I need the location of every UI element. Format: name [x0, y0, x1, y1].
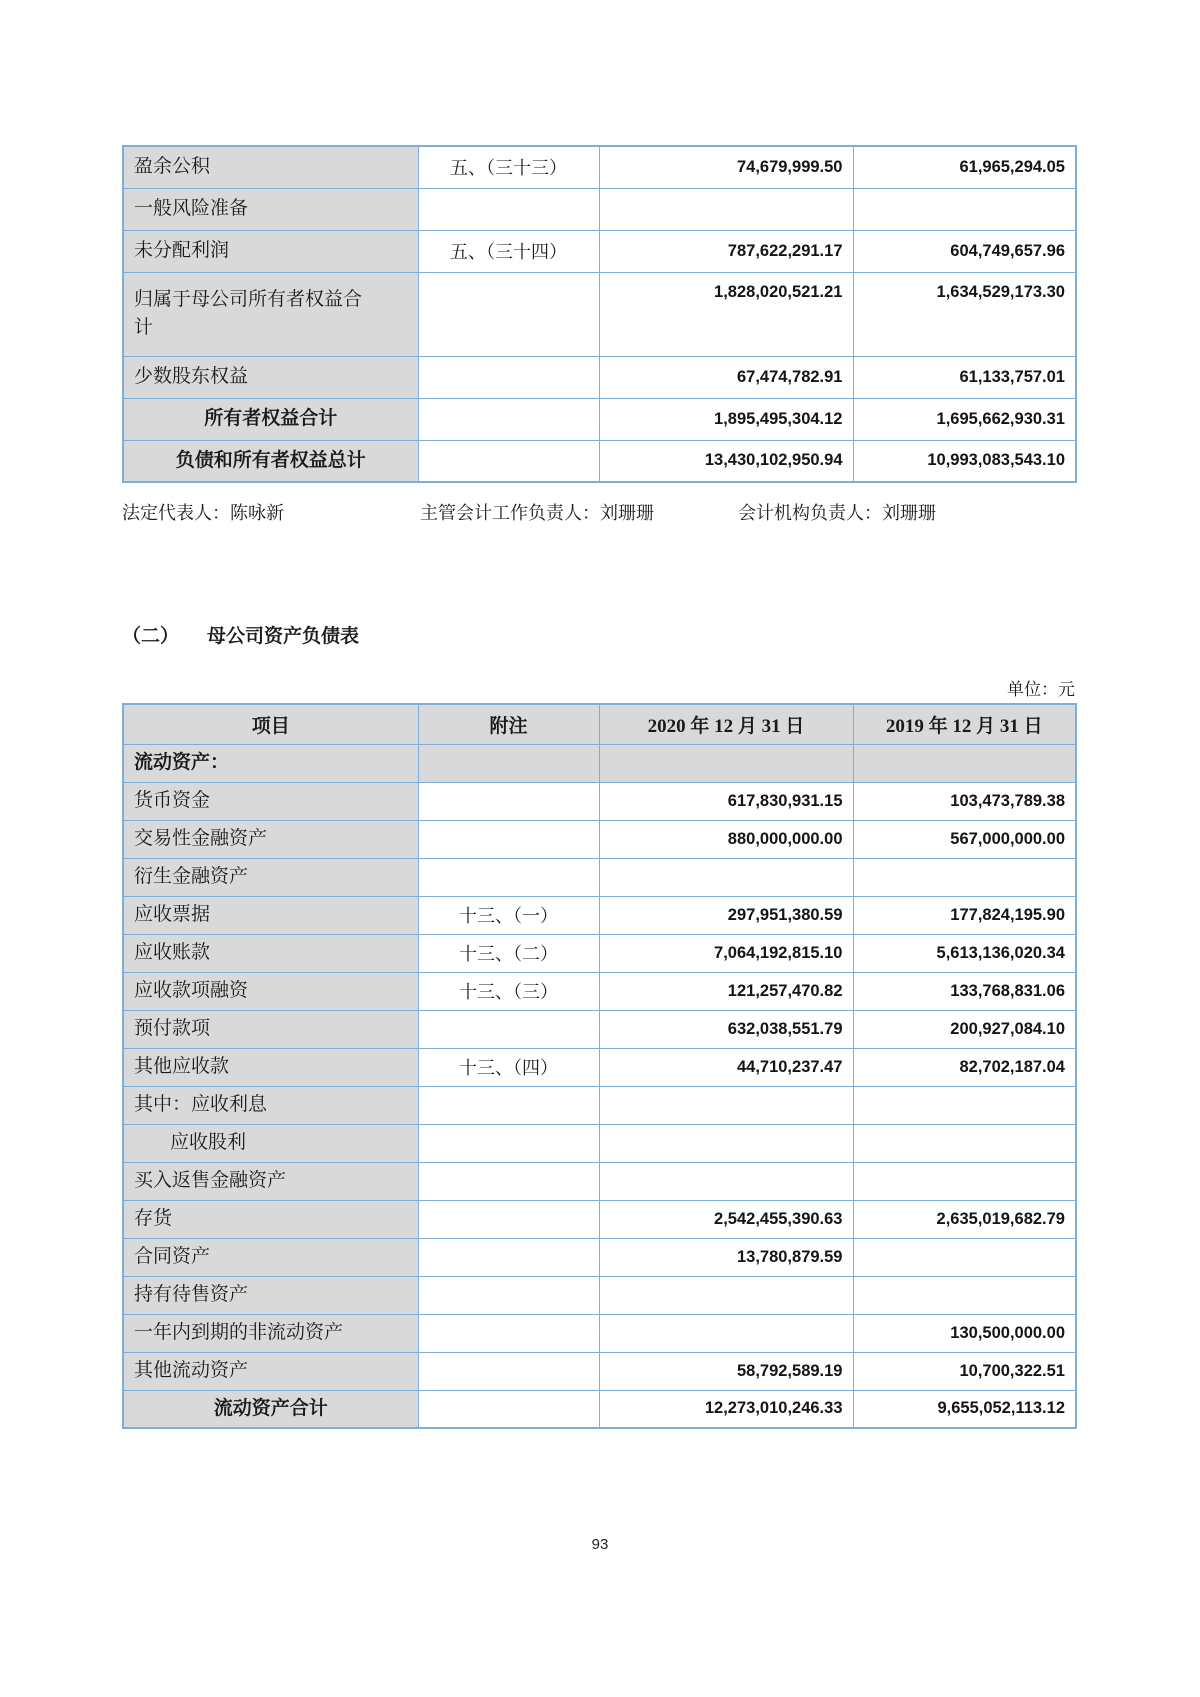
table-row — [123, 356, 1076, 398]
table-row — [123, 1352, 1076, 1390]
value-2020-cell: 13,780,879.59 — [599, 1238, 853, 1276]
section-heading — [122, 621, 1075, 647]
value-2020-cell: 1,828,020,521.21 — [599, 272, 853, 356]
value-2020-cell — [599, 858, 853, 896]
value-2020-cell — [599, 1162, 853, 1200]
note-cell — [418, 440, 599, 482]
header-2020: 2020 年 12 月 31 日 — [599, 704, 853, 744]
balance-sheet-body — [123, 744, 1076, 1428]
accounting-agency-head: 会计机构负责人：刘珊珊 — [738, 503, 936, 523]
row-label-cell: 其他应收款 — [123, 1048, 418, 1086]
note-cell — [418, 1314, 599, 1352]
row-label-cell: 货币资金 — [123, 782, 418, 820]
table-row — [123, 1162, 1076, 1200]
value-2020-cell: 617,830,931.15 — [599, 782, 853, 820]
table-row — [123, 146, 1076, 188]
value-2019-cell: 9,655,052,113.12 — [853, 1390, 1076, 1428]
row-label-cell: 其他流动资产 — [123, 1352, 418, 1390]
row-label-cell: 流动资产合计 — [123, 1390, 418, 1428]
row-label-cell: 未分配利润 — [123, 230, 418, 272]
value-2020-cell: 12,273,010,246.33 — [599, 1390, 853, 1428]
value-2019-cell: 61,965,294.05 — [853, 146, 1076, 188]
value-2019-cell: 1,695,662,930.31 — [853, 398, 1076, 440]
row-label-cell: 交易性金融资产 — [123, 820, 418, 858]
value-2019-cell: 61,133,757.01 — [853, 356, 1076, 398]
value-2019-cell: 10,993,083,543.10 — [853, 440, 1076, 482]
value-2019-cell — [853, 1276, 1076, 1314]
note-cell — [418, 820, 599, 858]
value-2019-cell — [853, 1124, 1076, 1162]
row-label-cell: 归属于母公司所有者权益合计 — [123, 272, 418, 356]
value-2020-cell: 787,622,291.17 — [599, 230, 853, 272]
table-row — [123, 1086, 1076, 1124]
value-2019-cell: 200,927,084.10 — [853, 1010, 1076, 1048]
section-title-text: 母公司资产负债表 — [207, 626, 360, 647]
page-content — [122, 0, 1075, 1429]
value-2019-cell: 177,824,195.90 — [853, 896, 1076, 934]
chief-accountant: 主管会计工作负责人：刘珊珊 — [420, 503, 654, 523]
value-2019-cell: 1,634,529,173.30 — [853, 272, 1076, 356]
value-2019-cell: 5,613,136,020.34 — [853, 934, 1076, 972]
value-2019-cell: 567,000,000.00 — [853, 820, 1076, 858]
table-row — [123, 1276, 1076, 1314]
unit-label: 单位：元 — [1007, 680, 1075, 699]
header-note: 附注 — [418, 704, 599, 744]
row-label-cell: 持有待售资产 — [123, 1276, 418, 1314]
value-2019-cell — [853, 1238, 1076, 1276]
value-2020-cell: 880,000,000.00 — [599, 820, 853, 858]
note-cell — [418, 744, 599, 782]
table-row — [123, 1390, 1076, 1428]
header-2019: 2019 年 12 月 31 日 — [853, 704, 1076, 744]
value-2019-cell — [853, 744, 1076, 782]
value-2020-cell: 67,474,782.91 — [599, 356, 853, 398]
note-cell — [418, 1390, 599, 1428]
value-2020-cell — [599, 744, 853, 782]
note-cell — [418, 1124, 599, 1162]
note-cell — [418, 1086, 599, 1124]
value-2020-cell: 1,895,495,304.12 — [599, 398, 853, 440]
row-label-cell: 应收款项融资 — [123, 972, 418, 1010]
equity-table-body — [123, 146, 1076, 482]
note-cell — [418, 398, 599, 440]
note-cell — [418, 858, 599, 896]
table-row — [123, 1200, 1076, 1238]
note-cell — [418, 188, 599, 230]
table-row — [123, 782, 1076, 820]
legal-representative: 法定代表人：陈咏新 — [122, 503, 284, 523]
value-2019-cell: 133,768,831.06 — [853, 972, 1076, 1010]
table-row — [123, 1124, 1076, 1162]
value-2020-cell — [599, 1086, 853, 1124]
row-label-cell: 预付款项 — [123, 1010, 418, 1048]
note-cell — [418, 272, 599, 356]
parent-balance-sheet-table — [122, 703, 1077, 1429]
note-cell: 五、（三十三） — [418, 146, 599, 188]
value-2020-cell: 74,679,999.50 — [599, 146, 853, 188]
note-cell — [418, 782, 599, 820]
section-number: （二） — [122, 626, 180, 647]
value-2019-cell — [853, 188, 1076, 230]
value-2020-cell: 7,064,192,815.10 — [599, 934, 853, 972]
row-label-cell: 流动资产： — [123, 744, 418, 782]
note-cell — [418, 1162, 599, 1200]
equity-section-table — [122, 145, 1077, 483]
note-cell — [418, 1352, 599, 1390]
note-cell — [418, 1276, 599, 1314]
row-label-cell: 衍生金融资产 — [123, 858, 418, 896]
signature-line — [122, 499, 1075, 525]
table-row — [123, 820, 1076, 858]
value-2019-cell — [853, 1162, 1076, 1200]
value-2020-cell: 13,430,102,950.94 — [599, 440, 853, 482]
row-label-cell: 存货 — [123, 1200, 418, 1238]
table-row — [123, 272, 1076, 356]
value-2019-cell: 10,700,322.51 — [853, 1352, 1076, 1390]
value-2019-cell: 82,702,187.04 — [853, 1048, 1076, 1086]
table-row — [123, 858, 1076, 896]
value-2020-cell — [599, 1276, 853, 1314]
value-2020-cell: 2,542,455,390.63 — [599, 1200, 853, 1238]
row-label-cell: 其中：应收利息 — [123, 1086, 418, 1124]
row-label-cell: 应收账款 — [123, 934, 418, 972]
value-2020-cell — [599, 188, 853, 230]
value-2020-cell — [599, 1314, 853, 1352]
table-row — [123, 1314, 1076, 1352]
table-header — [123, 704, 1076, 744]
note-cell — [418, 1010, 599, 1048]
table-row — [123, 972, 1076, 1010]
note-cell: 十三、（三） — [418, 972, 599, 1010]
note-cell: 五、（三十四） — [418, 230, 599, 272]
table-row — [123, 1238, 1076, 1276]
row-label-cell: 少数股东权益 — [123, 356, 418, 398]
row-label-cell: 一年内到期的非流动资产 — [123, 1314, 418, 1352]
note-cell — [418, 356, 599, 398]
value-2019-cell — [853, 1086, 1076, 1124]
table-row — [123, 1010, 1076, 1048]
value-2019-cell — [853, 858, 1076, 896]
table-row — [123, 188, 1076, 230]
note-cell: 十三、（二） — [418, 934, 599, 972]
value-2020-cell: 58,792,589.19 — [599, 1352, 853, 1390]
note-cell — [418, 1200, 599, 1238]
value-2020-cell: 297,951,380.59 — [599, 896, 853, 934]
header-row — [123, 704, 1076, 744]
table-row — [123, 744, 1076, 782]
row-label-cell: 合同资产 — [123, 1238, 418, 1276]
value-2019-cell: 103,473,789.38 — [853, 782, 1076, 820]
value-2019-cell: 604,749,657.96 — [853, 230, 1076, 272]
row-label-cell: 应收票据 — [123, 896, 418, 934]
value-2020-cell: 44,710,237.47 — [599, 1048, 853, 1086]
row-label-cell: 负债和所有者权益总计 — [123, 440, 418, 482]
note-cell: 十三、（四） — [418, 1048, 599, 1086]
table-row — [123, 440, 1076, 482]
value-2019-cell: 130,500,000.00 — [853, 1314, 1076, 1352]
value-2019-cell: 2,635,019,682.79 — [853, 1200, 1076, 1238]
row-label-cell: 一般风险准备 — [123, 188, 418, 230]
table-row — [123, 398, 1076, 440]
value-2020-cell: 121,257,470.82 — [599, 972, 853, 1010]
header-item: 项目 — [123, 704, 418, 744]
note-cell: 十三、（一） — [418, 896, 599, 934]
row-label-cell: 盈余公积 — [123, 146, 418, 188]
table-row — [123, 230, 1076, 272]
value-2020-cell: 632,038,551.79 — [599, 1010, 853, 1048]
table-row — [123, 934, 1076, 972]
note-cell — [418, 1238, 599, 1276]
page-number: 93 — [591, 1536, 609, 1553]
table-row — [123, 896, 1076, 934]
value-2020-cell — [599, 1124, 853, 1162]
row-label-cell: 买入返售金融资产 — [123, 1162, 418, 1200]
row-label-cell: 所有者权益合计 — [123, 398, 418, 440]
row-label-cell: 应收股利 — [123, 1124, 418, 1162]
table-row — [123, 1048, 1076, 1086]
